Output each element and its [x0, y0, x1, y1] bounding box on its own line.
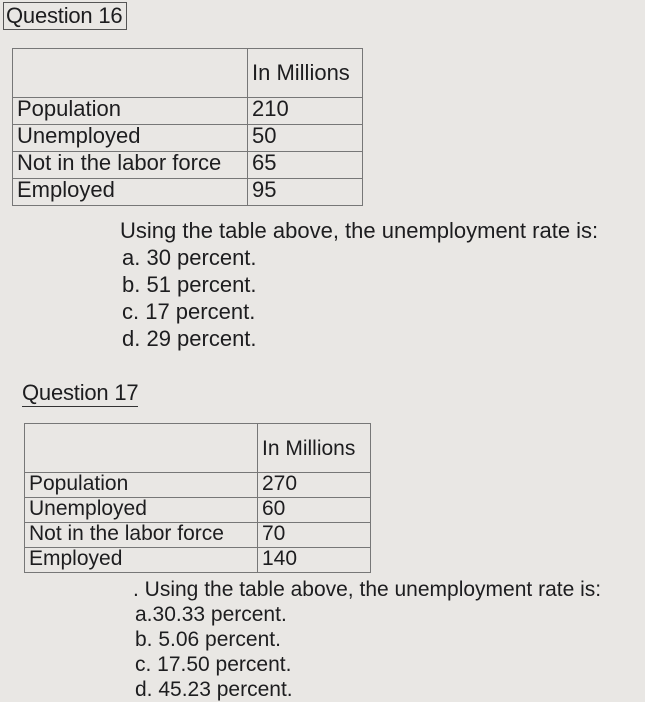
answer-option-d[interactable]: d. 29 percent.: [122, 326, 257, 351]
table-header-row: [25, 424, 371, 473]
row-value: 60: [258, 498, 371, 523]
row-value: 70: [258, 523, 371, 548]
row-label: Employed: [25, 548, 258, 573]
table-row: [13, 152, 363, 179]
table-row: [25, 498, 371, 523]
answer-option-a[interactable]: a. 30 percent.: [122, 245, 257, 270]
row-label: Population: [13, 98, 248, 125]
question-17-table: [24, 423, 371, 573]
question-16-body: [120, 217, 598, 352]
table-row: [25, 523, 371, 548]
answer-option-c[interactable]: c. 17 percent.: [122, 299, 256, 324]
row-value: 140: [258, 548, 371, 573]
table-header-blank-cell: [25, 424, 258, 473]
row-value: 95: [248, 179, 363, 206]
answer-option-c[interactable]: c. 17.50 percent.: [135, 653, 292, 676]
question-17-body: [133, 577, 601, 702]
table-row: [25, 473, 371, 498]
answer-option-a[interactable]: a.30.33 percent.: [135, 603, 287, 626]
table-row: [25, 548, 371, 573]
table-header-cell: In Millions: [248, 49, 363, 98]
row-label: Population: [25, 473, 258, 498]
row-value: 270: [258, 473, 371, 498]
answer-option-d[interactable]: d. 45.23 percent.: [135, 678, 293, 701]
table-row: [13, 125, 363, 152]
row-label: Not in the labor force: [13, 152, 248, 179]
row-value: 210: [248, 98, 363, 125]
answer-option-b[interactable]: b. 5.06 percent.: [135, 628, 281, 651]
table-header-cell: In Millions: [258, 424, 371, 473]
table-row: [13, 98, 363, 125]
row-label: Employed: [13, 179, 248, 206]
table-row: [13, 179, 363, 206]
row-value: 50: [248, 125, 363, 152]
answer-option-b[interactable]: b. 51 percent.: [122, 272, 257, 297]
question-16-table: [12, 48, 363, 206]
question-prompt: . Using the table above, the unemployment rate is:: [133, 578, 602, 601]
question-prompt: Using the table above, the unemployment rate is:: [120, 218, 599, 243]
question-17-title: Question 17: [22, 380, 139, 405]
row-label: Not in the labor force: [25, 523, 258, 548]
row-label: Unemployed: [13, 125, 248, 152]
row-value: 65: [248, 152, 363, 179]
table-header-blank-cell: [13, 49, 248, 98]
row-label: Unemployed: [25, 498, 258, 523]
question-16-title: Question 16: [3, 2, 127, 30]
table-header-row: [13, 49, 363, 98]
